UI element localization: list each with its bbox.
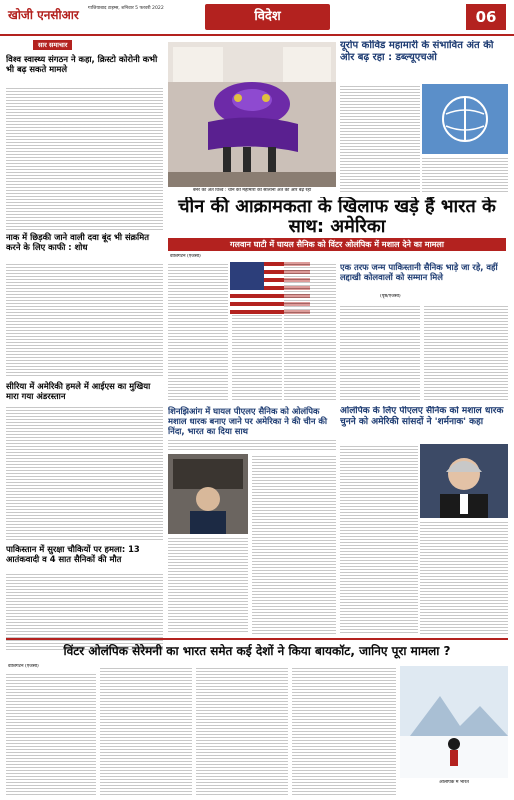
page-number: 06 (466, 4, 506, 30)
left-headline-3: सीरिया में अमेरिकी हमले में आईएस का मुखिया मारा गया अंडरस्तान (6, 381, 151, 401)
photo-caption: बैनर का अंत विश्व : चीन की महामारी की सालाना अंत की ओर बढ़ रहा (192, 188, 312, 193)
edition-meta: गाजियाबाद टाइम्स, शनिवार 5 फरवरी 2022 (88, 6, 164, 11)
center-lower-byline-line (168, 438, 336, 452)
senator-photo (420, 444, 508, 518)
left-body-2 (6, 262, 163, 378)
olympic-photo-caption: ओलंपिक में भारत (439, 780, 469, 785)
press-photo (168, 454, 248, 534)
right-story-body-1 (340, 444, 418, 634)
bottom-body-2 (100, 666, 192, 796)
center-lower-headline: शिनझिआंग में घायल पीएलए सैनिक को ओलंपिक मशाल धारक बनाए जाने पर अमेरिका ने की चीन की निंदा, भारत का दिया साथ (168, 406, 328, 436)
left-headline-2: नाक में छिड़की जाने वाली दवा बूंद भी संक्रमित करने के लिए काफी : शोध (6, 232, 150, 252)
bottom-headline: विंटर ओलंपिक सेरेमनी का भारत समेत कई देशों ने किया बायकॉट, जानिए पूरा मामला ? (6, 638, 508, 660)
left-headline-1: विश्व स्वास्थ्य संगठन ने कहा, क्रिस्टो कोरोनी कभी भी बढ़ सकते मामले (6, 54, 158, 74)
bottom-body-4 (292, 666, 396, 796)
right-body-1b (422, 156, 508, 194)
main-body-col1 (168, 262, 228, 400)
mid-right-byline: (पृष्ठ/एजेंसी) (380, 294, 401, 299)
bottom-byline: वाशिंगटन (एजेंसी) (8, 664, 39, 669)
center-lower-body-2 (252, 454, 336, 634)
masthead-logo: खोजी एनसीआर (8, 8, 79, 22)
right-headline-1: यूरोप कोविड महामारी के संभावित अंत की ओर बढ़ रहा : डब्ल्यूएचओ (340, 40, 494, 63)
who-logo-photo (422, 84, 508, 154)
right-story-body-2 (420, 520, 508, 634)
main-subbar: गलवान घाटी में घायल सैनिक को विंटर ओलंपिक में मशाल देने का मामला (168, 238, 506, 251)
main-byline: वाशिंगटन (एजेंसी) (170, 254, 201, 259)
left-headline-4: पाकिस्तान में सुरक्षा चौकियों पर हमला: 13 आतंकवादी व 4 सात सैनिकों की मौत (6, 544, 140, 564)
bottom-body-3 (196, 666, 288, 796)
news-brief-tag: सार समाचार (33, 40, 72, 50)
left-body-3 (6, 405, 163, 541)
right-body-1 (340, 84, 420, 194)
mid-right-body-1 (340, 304, 420, 400)
main-body-col3 (284, 262, 336, 400)
olympic-photo (400, 666, 508, 778)
mid-right-headline: एक तरफ जन्म पाकिस्तानी सैनिक भाड़े जा रहे, वहीं लद्दाखी कोलवालों को सम्मान मिले (340, 262, 498, 282)
mid-right-body-2 (424, 304, 508, 400)
main-headline: चीन की आक्रामकता के खिलाफ खड़े हैं भारत के साथ: अमेरिका (178, 197, 496, 237)
left-body-1 (6, 86, 163, 230)
center-lower-body-1 (168, 536, 248, 634)
page-header (0, 0, 514, 36)
section-title: विदेश (205, 4, 330, 30)
bottom-body-1 (6, 672, 96, 796)
right-story-headline: ओलंपिक के लिए पीएलए सैनिक को मशाल धारक चुनने को अमेरिकी सांसदों ने 'शर्मनाक' कहा (340, 406, 504, 427)
parade-photo (168, 42, 336, 187)
